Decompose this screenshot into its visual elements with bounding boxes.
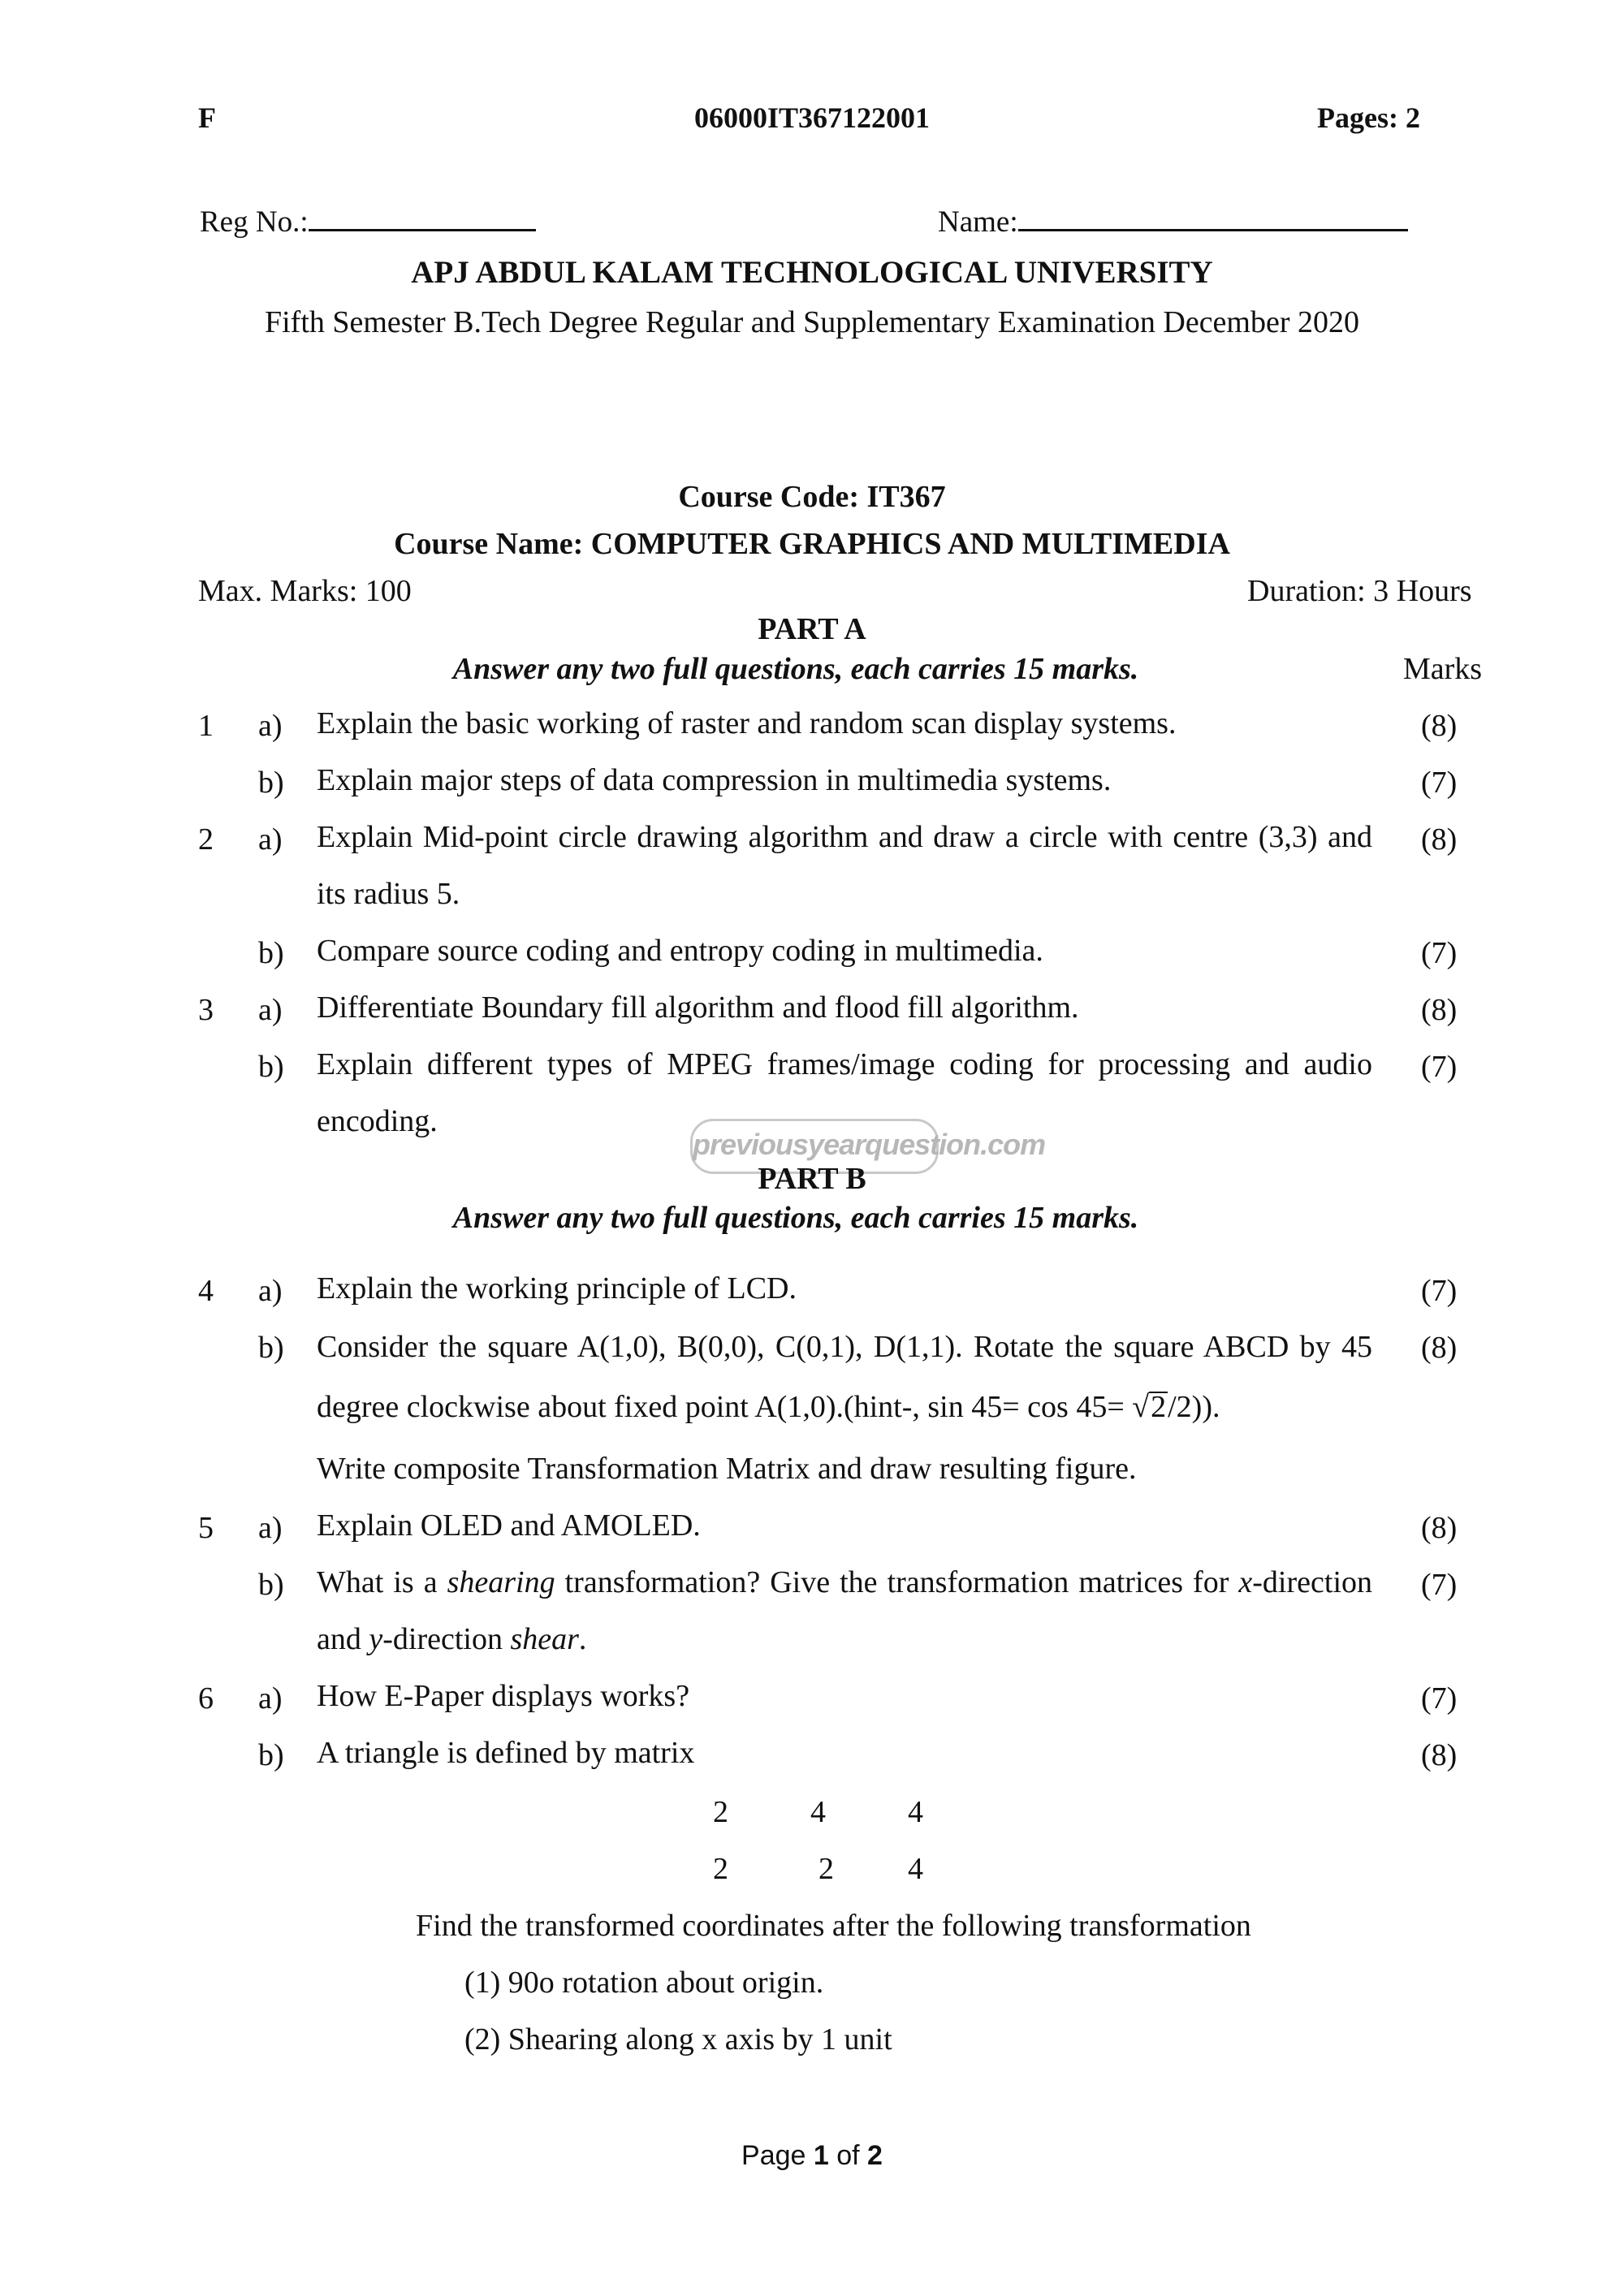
question-text: How E-Paper displays works? <box>317 1679 690 1713</box>
footer-text: of <box>828 2140 868 2171</box>
question-text: Explain OLED and AMOLED. <box>317 1508 701 1543</box>
part-a-instruction: Answer any two full questions, each carries 15 marks. <box>452 652 1139 686</box>
question-marks: (8) <box>1421 1738 1458 1772</box>
question-marks: (7) <box>1421 1681 1458 1716</box>
matrix-cell: 4 <box>908 1852 923 1886</box>
matrix-cell: 4 <box>908 1795 923 1829</box>
question-text: Explain Mid-point circle drawing algorithm and draw a circle with centre (3,3) and its radius 5. <box>317 820 1372 911</box>
subquestion-label: b) <box>258 1738 284 1772</box>
part-a-title: PART A <box>758 612 866 646</box>
part-b-title: PART B <box>758 1162 866 1196</box>
question-text-italic: y <box>369 1622 383 1656</box>
subquestion-label: b) <box>258 1050 284 1084</box>
question-text <box>317 1554 1372 1668</box>
exam-title: Fifth Semester B.Tech Degree Regular and Supplementary Examination December 2020 <box>264 305 1360 339</box>
name-blank <box>1018 205 1408 231</box>
duration: Duration: 3 Hours <box>1247 574 1472 608</box>
question-text: Explain major steps of data compression in multimedia systems. <box>317 763 1112 797</box>
question-text: A triangle is defined by matrix <box>317 1736 695 1770</box>
subquestion-label: a) <box>258 1274 283 1308</box>
transformation-item: (2) Shearing along x axis by 1 unit <box>464 2022 892 2056</box>
question-marks: (7) <box>1421 1050 1458 1084</box>
subquestion-label: a) <box>258 822 283 857</box>
current-page: 1 <box>813 2140 829 2171</box>
matrix-cell: 2 <box>818 1852 834 1886</box>
question-marks: (7) <box>1421 1568 1458 1602</box>
question-text-part: . <box>578 1622 587 1656</box>
transformation-item: (1) 90o rotation about origin. <box>464 1966 824 2000</box>
university-title: APJ ABDUL KALAM TECHNOLOGICAL UNIVERSITY <box>411 255 1213 290</box>
question-text: Differentiate Boundary fill algorithm and flood fill algorithm. <box>317 990 1079 1025</box>
question-text <box>317 1317 1372 1437</box>
paper-code: 06000IT367122001 <box>693 101 931 134</box>
question-marks: (7) <box>1421 766 1458 800</box>
paper-set-letter: F <box>198 101 216 134</box>
question-text: Explain the working principle of LCD. <box>317 1271 797 1306</box>
question-text-part: /2)). <box>1168 1390 1220 1424</box>
question-number: 3 <box>198 993 214 1027</box>
reg-no-blank <box>309 205 536 231</box>
page-count: Pages: 2 <box>1317 101 1420 134</box>
question-text: Write composite Transformation Matrix and draw resulting figure. <box>317 1452 1137 1486</box>
course-name: Course Name: COMPUTER GRAPHICS AND MULTIMEDIA <box>394 527 1230 561</box>
part-b-instruction: Answer any two full questions, each carries 15 marks. <box>452 1201 1139 1235</box>
watermark-logo: previousyearquestion.com <box>690 1119 939 1174</box>
question-text: Explain the basic working of raster and random scan display systems. <box>317 706 1177 740</box>
question-number: 1 <box>198 709 214 743</box>
marks-column-header: Marks <box>1403 652 1483 686</box>
question-text: Compare source coding and entropy coding in multimedia. <box>317 934 1043 968</box>
subquestion-label: a) <box>258 1511 283 1545</box>
question-number: 2 <box>198 822 214 857</box>
sqrt-symbol: √ <box>1132 1390 1150 1424</box>
question-text-part: Consider the square A(1,0), B(0,0), C(0,1), D(1,1). Rotate the square ABCD by 45 degree clockwise about fixed point A(1,0).(hint-, sin 45= cos 45= <box>317 1330 1372 1424</box>
question-text-italic: x <box>1238 1565 1253 1599</box>
question-number: 6 <box>198 1681 214 1716</box>
question-marks: (8) <box>1421 1511 1458 1545</box>
subquestion-label: b) <box>258 766 284 800</box>
name-field <box>938 205 1408 240</box>
question-text-part: -direction and <box>317 1565 1372 1656</box>
matrix-cell: 2 <box>713 1795 728 1829</box>
question-marks: (7) <box>1421 936 1458 970</box>
subquestion-label: b) <box>258 936 284 970</box>
subquestion-label: a) <box>258 993 283 1027</box>
question-text-part: What is a <box>317 1565 447 1599</box>
question-text: Explain different types of MPEG frames/image coding for processing and audio encoding. <box>317 1047 1372 1138</box>
name-label: Name: <box>938 205 1018 239</box>
question-marks: (8) <box>1421 993 1458 1027</box>
question-number: 4 <box>198 1274 214 1308</box>
question-marks: (8) <box>1421 709 1458 743</box>
course-code: Course Code: IT367 <box>678 480 946 514</box>
question-text-italic: shear <box>510 1622 579 1656</box>
subquestion-label: a) <box>258 1681 283 1716</box>
reg-no-field <box>200 205 536 240</box>
question-marks: (8) <box>1421 1331 1458 1365</box>
question-marks: (8) <box>1421 822 1458 857</box>
subquestion-label: a) <box>258 709 283 743</box>
max-marks: Max. Marks: 100 <box>198 574 412 608</box>
total-pages: 2 <box>867 2140 883 2171</box>
question-text: Find the transformed coordinates after the following transformation <box>416 1909 1251 1943</box>
question-text-part: transformation? Give the transformation matrices for <box>555 1565 1239 1599</box>
matrix-cell: 4 <box>810 1795 826 1829</box>
question-marks: (7) <box>1421 1274 1458 1308</box>
sqrt-radicand: 2 <box>1151 1390 1167 1424</box>
question-text-part: -direction <box>382 1622 511 1656</box>
page-footer <box>0 2140 1624 2172</box>
footer-text: Page <box>741 2140 814 2171</box>
question-text-italic: shearing <box>447 1565 555 1599</box>
reg-no-label: Reg No.: <box>200 205 309 239</box>
subquestion-label: b) <box>258 1568 284 1602</box>
question-number: 5 <box>198 1511 214 1545</box>
matrix-cell: 2 <box>713 1852 728 1886</box>
subquestion-label: b) <box>258 1331 284 1365</box>
